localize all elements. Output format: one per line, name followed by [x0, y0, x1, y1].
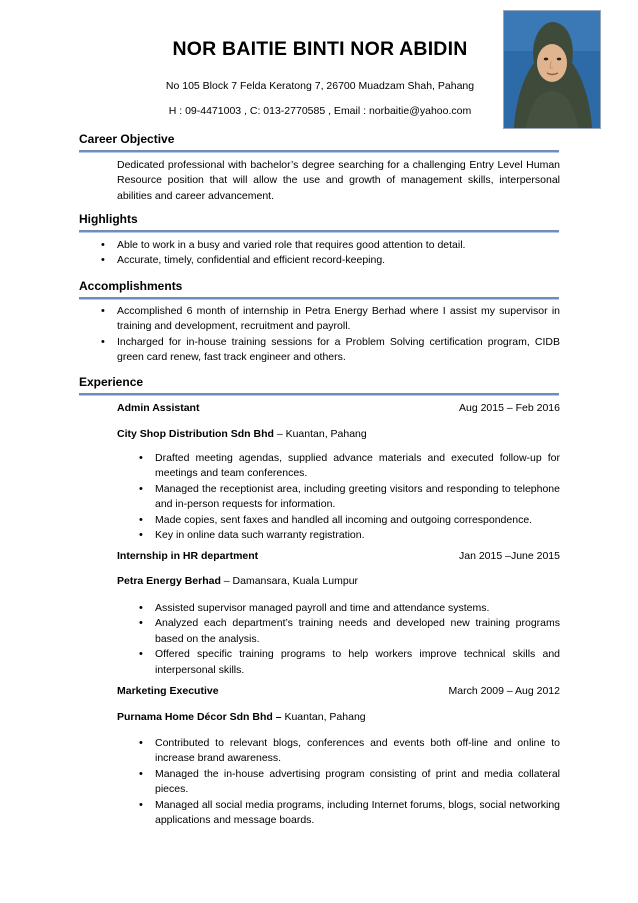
- job-date: March 2009 – Aug 2012: [448, 685, 560, 697]
- profile-photo: [503, 10, 601, 129]
- job-date: Jan 2015 –June 2015: [458, 550, 560, 562]
- highlights-list: [98, 238, 560, 269]
- section-divider: [79, 393, 559, 396]
- list-item: • Accomplished 6 month of internship in Petra Energy Berhad where I assist my supervisor in training and development, recruitment and payroll.: [98, 304, 560, 335]
- company-name: Purnama Home Décor Sdn Bhd –: [117, 711, 282, 723]
- list-item: • Accurate, timely, confidential and efficient record-keeping.: [98, 253, 560, 268]
- company-name: Petra Energy Berhad: [117, 575, 221, 587]
- list-item: • Able to work in a busy and varied role that requires good attention to detail.: [98, 238, 560, 253]
- section-divider: [79, 230, 559, 233]
- list-item: • Made copies, sent faxes and handled all incoming and outgoing correspondence.: [136, 513, 560, 528]
- list-item: • Managed the in-house advertising program consisting of print and media collateral pieces.: [136, 767, 560, 798]
- section-heading-accomplishments: Accomplishments: [79, 279, 183, 293]
- list-item: • Drafted meeting agendas, supplied advance materials and executed follow-up for meetings and team conferences.: [136, 451, 560, 482]
- contact-line: H : 09-4471003 , C: 013-2770585 , Email : norbaitie@yahoo.com: [168, 105, 472, 117]
- list-item: • Contributed to relevant blogs, conferences and events both off-line and online to increase brand awareness.: [136, 736, 560, 767]
- job-date: Aug 2015 – Feb 2016: [458, 402, 560, 414]
- duties-list: [136, 601, 560, 678]
- duties-list: [136, 451, 560, 543]
- section-heading-career-objective: Career Objective: [79, 132, 175, 146]
- list-item: • Managed all social media programs, including Internet forums, blogs, social networking applications and message boards.: [136, 798, 560, 829]
- career-objective-text: Dedicated professional with bachelor’s degree searching for a challenging Entry Level Human Resource position that will allow the use and growth of management skills, interpersonal abilities and career advancement.: [117, 159, 560, 202]
- company-line: [117, 711, 366, 723]
- portrait-image: [504, 11, 600, 128]
- job-title: Internship in HR department: [117, 550, 259, 562]
- job-title: Marketing Executive: [117, 685, 219, 697]
- address-line: No 105 Block 7 Felda Keratong 7, 26700 Muadzam Shah, Pahang: [165, 80, 475, 92]
- company-line: [117, 575, 358, 587]
- list-item: • Offered specific training programs to help workers improve technical skills and interpersonal skills.: [136, 647, 560, 678]
- accomplishments-list: [98, 304, 560, 366]
- section-divider: [79, 297, 559, 300]
- company-location: – Kuantan, Pahang: [273, 428, 367, 440]
- resume-name: NOR BAITIE BINTI NOR ABIDIN: [172, 38, 468, 60]
- section-divider: [79, 150, 559, 153]
- company-location: Kuantan, Pahang: [281, 711, 366, 723]
- job-title: Admin Assistant: [117, 402, 200, 414]
- list-item: • Assisted supervisor managed payroll and time and attendance systems.: [136, 601, 560, 616]
- duties-list: [136, 736, 560, 828]
- company-line: [117, 428, 367, 440]
- list-item: • Managed the receptionist area, including greeting visitors and responding to telephone and in-person requests for information.: [136, 482, 560, 513]
- list-item: • Key in online data such warranty registration.: [136, 528, 560, 543]
- list-item: • Incharged for in-house training sessions for a Problem Solving certification program, CIDB green card renew, fast track engineer and others.: [98, 335, 560, 366]
- section-heading-highlights: Highlights: [79, 212, 138, 226]
- list-item: • Analyzed each department’s training needs and developed new training programs based on the analysis.: [136, 616, 560, 647]
- company-name: City Shop Distribution Sdn Bhd: [117, 428, 274, 440]
- section-heading-experience: Experience: [79, 375, 144, 389]
- company-location: – Damansara, Kuala Lumpur: [220, 575, 359, 587]
